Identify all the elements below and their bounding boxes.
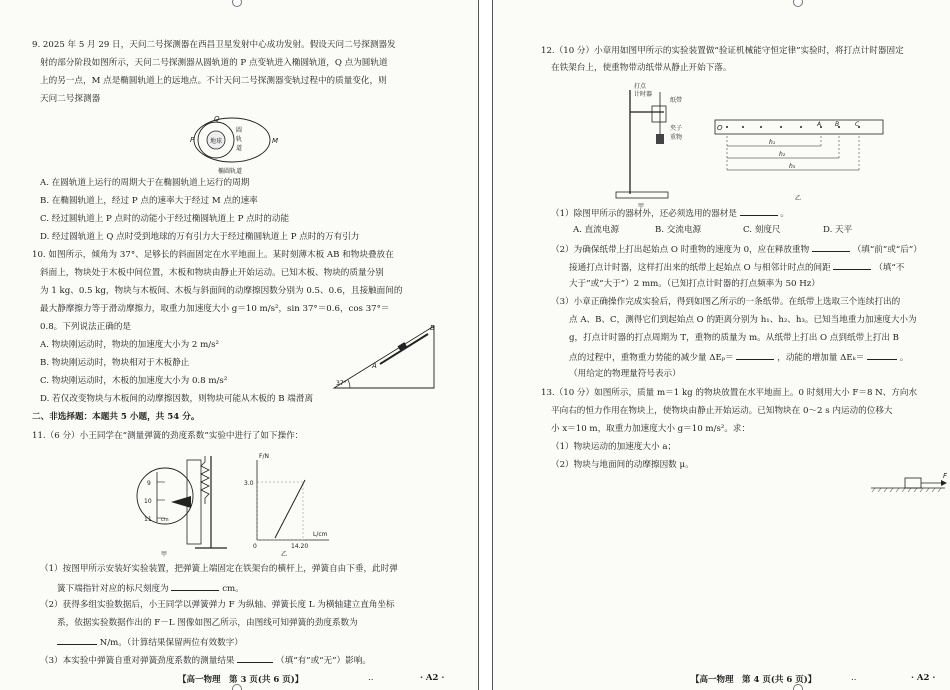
label-jia: 甲 bbox=[161, 551, 168, 558]
q11-part3-text: （3）本实验中弹簧自重对弹簧劲度系数的测量结果 bbox=[40, 656, 235, 666]
ellipse-label: 椭圆轨道 bbox=[218, 168, 243, 175]
answer-blank-1[interactable] bbox=[171, 581, 219, 591]
q12-part2-text1: （2）为确保纸带上打出起始点 O 时重物的速度为 0，应在释放重物 bbox=[551, 245, 810, 255]
q10-line-5: 0.8。下列说法正确的是 bbox=[40, 322, 132, 332]
tape-dot bbox=[726, 126, 728, 128]
q9-line-1: 9. 2025 年 5 月 29 日，天问二号探测器在西昌卫星发射中心成功发射。假设天问二号探测器发 bbox=[32, 40, 396, 50]
q12-part2-text2: （填“前”或“后”） bbox=[852, 245, 922, 255]
q12-part2-line1 bbox=[551, 242, 922, 256]
q11-part1-unit: cm。 bbox=[222, 584, 244, 594]
force-label: F bbox=[943, 472, 948, 480]
q12-part3-text3: 。 bbox=[899, 353, 909, 363]
tape-figure bbox=[713, 116, 893, 206]
answer-blank-2[interactable] bbox=[57, 635, 97, 645]
scale-unit: cm bbox=[161, 517, 169, 523]
q10-option-c: C. 物块刚运动时，木板的加速度大小为 0.8 m/s² bbox=[40, 376, 228, 386]
label-weight: 重物 bbox=[670, 134, 683, 141]
dots-mark-left: .. bbox=[368, 673, 374, 683]
answer-blank-5[interactable] bbox=[812, 242, 850, 252]
q13-question-1: （1）物块运动的加速度大小 a； bbox=[551, 442, 677, 452]
dots-mark: .. bbox=[851, 673, 857, 683]
point-m: M bbox=[272, 137, 279, 145]
angle-label: 37° bbox=[336, 380, 347, 387]
q12-part2-line2 bbox=[569, 260, 904, 274]
q12-part3-text2: ，动能的增加量 ΔEₖ＝ bbox=[777, 353, 865, 363]
l-tick: 14.20 bbox=[291, 543, 309, 550]
label-h3: h₃ bbox=[789, 163, 796, 170]
f-l-line bbox=[275, 480, 305, 538]
circle-label-3: 道 bbox=[236, 145, 243, 152]
q11-part1-line2 bbox=[57, 581, 244, 595]
q10-line-4: 最大静摩擦力等于滑动摩擦力，取重力加速度大小 g＝10 m/s²，sin 37°＝0.6，cos 37°＝ bbox=[40, 304, 390, 314]
q13-question-2: （2）物块与地面间的动摩擦因数 μ。 bbox=[551, 460, 694, 470]
q10-option-d: D. 若仅改变物块与木板间的动摩擦因数，则物块可能从木板的 B 端滑离 bbox=[40, 394, 314, 404]
q12-part3-line1: （3）小章正确操作完成实验后，得到如图乙所示的一条纸带。在纸带上选取三个连续打出的 bbox=[551, 297, 901, 307]
exam-page-4 bbox=[492, 0, 950, 690]
label-tape: 纸带 bbox=[670, 97, 683, 104]
q12-part3-line3: g，打点计时器的打点周期为 T，重物的质量为 m。从纸带上打出 O 点到纸带上打出 B bbox=[569, 333, 899, 343]
tape-dot bbox=[760, 126, 762, 128]
q12-option-d: D. 天平 bbox=[823, 225, 853, 235]
point-b: B bbox=[835, 121, 840, 128]
graph-box bbox=[257, 482, 303, 540]
label-timer-2: 计时器 bbox=[634, 91, 653, 98]
point-c: C bbox=[855, 121, 860, 128]
label-yi: 乙 bbox=[281, 551, 288, 558]
tape-dot bbox=[800, 126, 802, 128]
stand-base bbox=[616, 192, 668, 198]
scale-10: 10 bbox=[144, 498, 152, 505]
apparatus-figure bbox=[608, 82, 718, 210]
q11-part2-line3 bbox=[57, 635, 243, 649]
label-h2: h₂ bbox=[779, 151, 786, 158]
answer-blank-4[interactable] bbox=[740, 206, 778, 216]
tape-dot bbox=[780, 126, 782, 128]
arrow-head bbox=[941, 480, 947, 486]
page-footer-4: 【高一物理 第 4 页(共 6 页)】 bbox=[691, 675, 817, 685]
q12-part1-text: （1）除图甲所示的器材外，还必须选用的器材是 bbox=[551, 209, 737, 219]
circle-label-1: 圆 bbox=[236, 127, 243, 134]
board-ab bbox=[380, 334, 428, 364]
q12-part3-line5: （用给定的物理量符号表示） bbox=[569, 369, 681, 379]
q12-part3-line4 bbox=[569, 350, 908, 364]
section-2-heading: 二、非选择题：本题共 5 小题，共 54 分。 bbox=[32, 412, 200, 422]
q11-part2-line2: 系，依据实验数据作出的 F－L 图像如图乙所示，由图线可知弹簧的劲度系数为 bbox=[57, 618, 358, 628]
q10-line-1: 10. 如图所示，倾角为 37°、足够长的斜面固定在水平地面上。某时刻薄木板 AB 和物块叠放在 bbox=[32, 250, 394, 260]
tape-dot bbox=[742, 126, 744, 128]
point-a: A bbox=[817, 121, 822, 128]
label-a: A bbox=[372, 362, 377, 370]
q12-part2-text4: （填“不 bbox=[874, 263, 905, 273]
edition-mark-3: · A2 · bbox=[420, 673, 445, 683]
q12-option-b: B. 交流电源 bbox=[655, 225, 702, 235]
q10-line-2: 斜面上，物块处于木板中间位置，木板和物块由静止开始运动。已知木板、物块的质量分别 bbox=[40, 268, 384, 278]
q9-line-4: 天问二号探测器 bbox=[40, 94, 101, 104]
q9-option-a: A. 在圆轨道上运行的周期大于在椭圆轨道上运行的周期 bbox=[40, 178, 250, 188]
q11-part1-line1: （1）按图甲所示安装好实验装置，把弹簧上端固定在铁架台的横杆上，弹簧自由下垂，此时弹 bbox=[40, 564, 398, 574]
q11-part2-line1: （2）获得多组实验数据后，小王同学以弹簧弹力 F 为纵轴、弹簧长度 L 为横轴建立直角坐标 bbox=[40, 600, 395, 610]
binding-gutter bbox=[478, 0, 492, 690]
earth-label: 地球 bbox=[210, 138, 223, 145]
ground-hatch bbox=[872, 488, 941, 492]
q12-option-c: C. 刻度尺 bbox=[743, 225, 781, 235]
scale-9: 9 bbox=[147, 480, 151, 487]
scale-11: 11 bbox=[144, 516, 152, 523]
label-b: B bbox=[430, 324, 435, 332]
point-q: Q bbox=[214, 115, 220, 123]
q9-option-c: C. 经过圆轨道上 P 点时的动能小于经过椭圆轨道上 P 点时的动能 bbox=[40, 214, 290, 224]
answer-blank-8[interactable] bbox=[867, 350, 897, 360]
block-force-figure bbox=[871, 470, 950, 492]
q12-part2-line3: 大于”或“大于”）2 mm。（已知打点计时器的打点频率为 50 Hz） bbox=[569, 279, 820, 289]
q12-option-a: A. 直流电源 bbox=[573, 225, 620, 235]
punch-hole bbox=[793, 0, 803, 7]
q12-part1 bbox=[551, 206, 789, 220]
q11-part1-text: 簧下端指针对应的标尺刻度为 bbox=[57, 584, 169, 594]
answer-blank-3[interactable] bbox=[237, 653, 273, 663]
label-h1: h₁ bbox=[769, 139, 776, 146]
l-axis-label: L/cm bbox=[313, 531, 328, 538]
origin: 0 bbox=[253, 543, 257, 550]
label-clip: 夹子 bbox=[670, 125, 683, 132]
q13-line-2: 平向右的恒力作用在物块上，使物块由静止开始运动。已知物块在 0～2 s 内运动的位移大 bbox=[551, 406, 893, 416]
edition-mark-4: · A2 · bbox=[911, 673, 936, 683]
q10-option-a: A. 物块刚运动时，物块的加速度大小为 2 m/s² bbox=[40, 340, 220, 350]
incline bbox=[334, 326, 434, 388]
answer-blank-6[interactable] bbox=[833, 260, 871, 270]
timer bbox=[652, 106, 666, 122]
q13-line-1: 13.（10 分）如图所示，质量 m＝1 kg 的物块放置在水平地面上。0 时刻用大小 F＝8 N、方向水 bbox=[541, 388, 918, 398]
pointer bbox=[171, 496, 191, 508]
weight bbox=[656, 134, 664, 144]
label-jia: 甲 bbox=[638, 203, 645, 210]
punch-hole bbox=[232, 0, 242, 7]
f-tick: 3.0 bbox=[244, 480, 254, 487]
page-footer-3: 【高一物理 第 3 页(共 6 页)】 bbox=[178, 675, 304, 685]
q12-intro-1: 12.（10 分）小章用如图甲所示的实验装置做“验证机械能守恒定律”实验时，将打点计时器固定 bbox=[541, 46, 904, 56]
q9-line-2: 射的部分阶段如图所示，天问二号探测器从圆轨道的 P 点变轨进入椭圆轨道，Q 点为圆轨道 bbox=[40, 58, 388, 68]
q10-option-b: B. 物块刚运动时，物块相对于木板静止 bbox=[40, 358, 190, 368]
elliptical-orbit bbox=[194, 118, 270, 162]
block bbox=[905, 478, 921, 488]
q9-line-3: 上的另一点，M 点是椭圆轨道上的远地点。不计天问二号探测器变轨过程中的质量变化，则 bbox=[40, 76, 387, 86]
orbit-diagram bbox=[190, 112, 280, 178]
q12-part2-text3: 接通打点计时器，这样打出来的纸带上起始点 O 与相邻计时点的间距 bbox=[569, 263, 831, 273]
label-yi: 乙 bbox=[795, 195, 802, 202]
q9-option-d: D. 经过圆轨道上 Q 点时受到地球的万有引力大于经过椭圆轨道上 P 点时的万有引力 bbox=[40, 232, 360, 242]
answer-blank-7[interactable] bbox=[736, 350, 774, 360]
q10-line-3: 为 1 kg、0.5 kg，物块与木板间、木板与斜面间的动摩擦因数分别为 0.5、0.6，且接触面间的 bbox=[40, 286, 403, 296]
incline-diagram bbox=[330, 318, 442, 392]
spring bbox=[201, 456, 209, 504]
q11-intro: 11.（6 分）小王同学在“测量弹簧的劲度系数”实验中进行了如下操作： bbox=[32, 431, 304, 441]
label-timer-1: 打点 bbox=[634, 83, 647, 90]
point-p: P bbox=[190, 136, 195, 144]
q11-part3 bbox=[40, 653, 371, 667]
angle-arc bbox=[348, 380, 350, 388]
circle-label-2: 轨 bbox=[236, 136, 243, 143]
q12-intro-2: 在铁架台上，使重物带动纸带从静止开始下落。 bbox=[551, 63, 732, 73]
point-o: O bbox=[717, 124, 723, 132]
q13-line-3: 小 x＝10 m，取重力加速度大小 g＝10 m/s²。求： bbox=[551, 424, 751, 434]
q9-option-b: B. 在椭圆轨道上，经过 P 点的速率大于经过 M 点的速率 bbox=[40, 196, 258, 206]
q11-part2-unit: N/m。（计算结果保留两位有效数字） bbox=[99, 638, 243, 648]
f-axis-label: F/N bbox=[259, 453, 269, 460]
spring-figures bbox=[135, 452, 335, 560]
q12-part3-text1: 点的过程中，重物重力势能的减少量 ΔEₚ＝ bbox=[569, 353, 734, 363]
q12-part1-tail: 。 bbox=[780, 209, 790, 219]
q11-part3-tail: （填“有”或“无”）影响。 bbox=[276, 656, 371, 666]
q12-part3-line2: 点 A、B、C，测得它们到起始点 O 的距离分别为 h₁、h₂、h₃。已知当地重力加速度大小为 bbox=[569, 315, 917, 325]
